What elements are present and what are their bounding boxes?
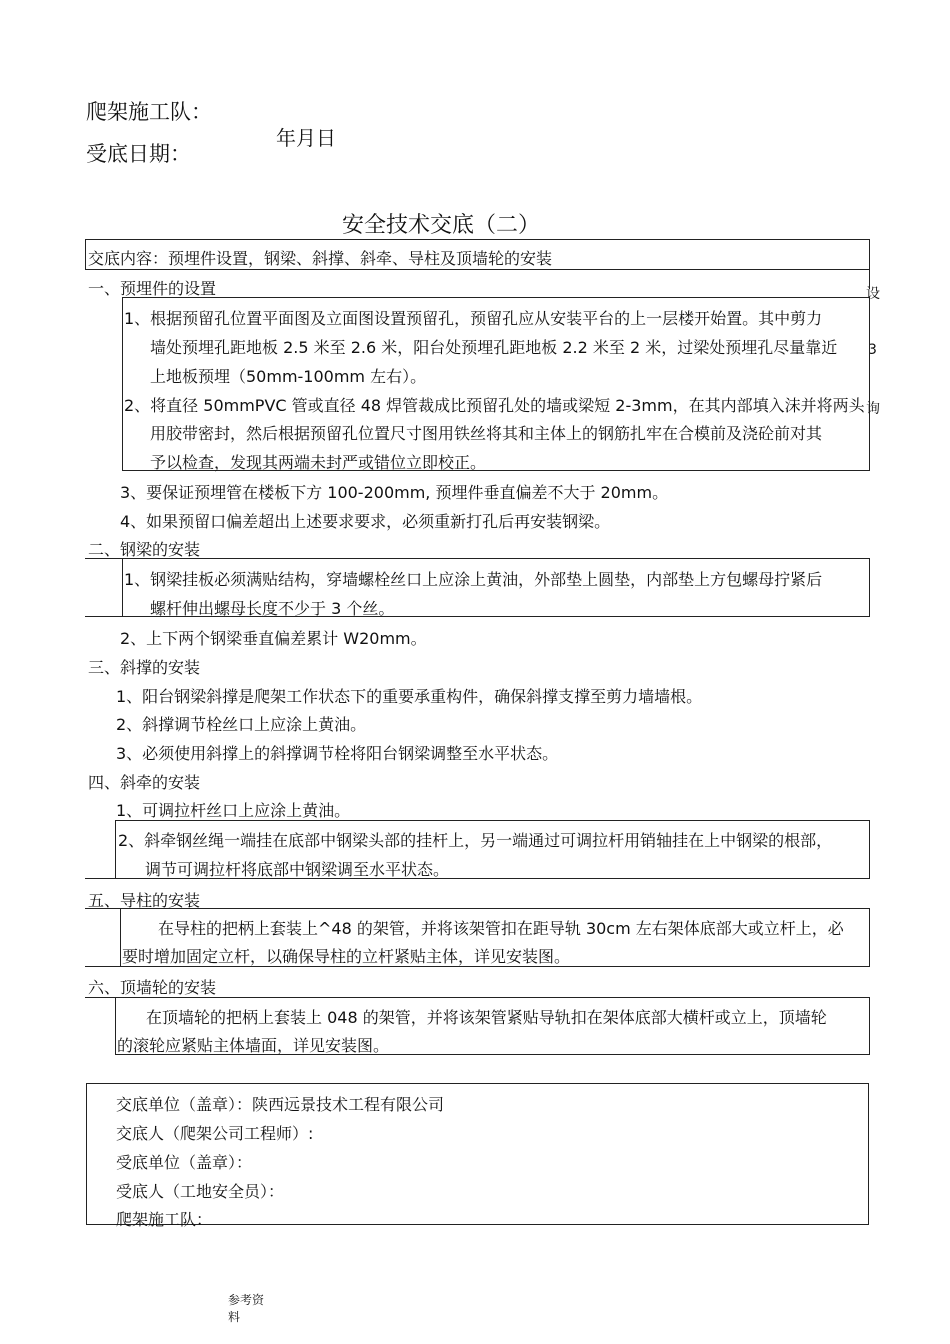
s1-p2-line2: 用胶带密封，然后根据预留孔位置尺寸图用铁丝将其和主体上的钢筋扎牢在合模前及浇砼前对其	[150, 424, 823, 443]
s2-p1-line1: 1、钢梁挂板必须满贴结构，穿墙螺栓丝口上应涂上黄油，外部垫上圆垫，内部垫上方包螺母拧紧后	[124, 570, 823, 589]
s5-p1-line2: 要时增加固定立杆，以确保导柱的立杆紧贴主体，详见安装图。	[122, 947, 571, 966]
signoff-line-5: 爬架施工队：	[116, 1210, 213, 1229]
content-line: 交底内容：预埋件设置，钢梁、斜撑、斜牵、导柱及顶墙轮的安装	[88, 249, 553, 268]
side-char-3: 询	[866, 401, 880, 417]
date-value: 年月日	[276, 126, 336, 150]
s3-p3: 3、必须使用斜撑上的斜撑调节栓将阳台钢梁调整至水平状态。	[116, 744, 559, 763]
s2-p2: 2、上下两个钢梁垂直偏差累计 W20mm。	[120, 629, 427, 648]
s1-p1-line3: 上地板预埋（50mm-100mm 左右）。	[150, 367, 427, 386]
s5-p1-line1: 在导柱的把柄上套装上^48 的架管，并将该架管扣在距导轨 30cm 左右架体底部大或立杆上，必	[158, 919, 844, 938]
team-label: 爬架施工队：	[86, 100, 212, 124]
section-2-heading: 二、钢梁的安装	[88, 540, 201, 559]
s3-p2: 2、斜撑调节栓丝口上应涂上黄油。	[116, 715, 367, 734]
s4-p1: 1、可调拉杆丝口上应涂上黄油。	[116, 801, 351, 820]
s4-p2-line1: 2、斜牵钢丝绳一端挂在底部中钢梁头部的挂杆上，另一端通过可调拉杆用销轴挂在上中钢梁的根部，	[118, 831, 833, 850]
s2-p1-line2: 螺杆伸出螺母长度不少于 3 个丝。	[150, 599, 395, 618]
footer-ref-1: 参考资	[228, 1293, 265, 1307]
s1-p1-line2: 墙处预埋孔距地板 2.5 米至 2.6 米，阳台处预埋孔距地板 2.2 米至 2 米，过梁处预埋孔尽量靠近	[150, 338, 838, 357]
section-4-heading: 四、斜牵的安装	[88, 773, 201, 792]
s1-p2-line1: 2、将直径 50mmPVC 管或直径 48 焊管裁成比预留孔处的墙或梁短 2-3mm，在其内部填入沫并将两头	[124, 396, 865, 415]
s1-p4: 4、如果预留口偏差超出上述要求要求，必须重新打孔后再安装钢梁。	[120, 512, 611, 531]
s1-p1-line1: 1、根据预留孔位置平面图及立面图设置预留孔，预留孔应从安装平台的上一层楼开始置。其中剪力	[124, 309, 823, 328]
doc-title: 安全技术交底（二）	[342, 213, 541, 238]
date-label: 受底日期：	[86, 142, 191, 166]
section-1-heading: 一、预埋件的设置	[88, 279, 217, 298]
s4-p2-line2: 调节可调拉杆将底部中钢梁调至水平状态。	[145, 860, 450, 879]
signoff-line-2: 交底人（爬架公司工程师）:	[116, 1124, 314, 1143]
signoff-line-3: 受底单位（盖章）：	[116, 1153, 253, 1172]
signoff-line-4: 受底人（工地安全员）：	[116, 1182, 285, 1201]
side-char-2: 3	[868, 342, 877, 358]
section-6-heading: 六、顶墙轮的安装	[88, 978, 217, 997]
footer-ref-2: 料	[228, 1310, 241, 1324]
s1-p2-line3: 予以检查，发现其两端未封严或错位立即校正。	[150, 453, 487, 472]
s3-p1: 1、阳台钢梁斜撑是爬架工作状态下的重要承重构件，确保斜撑支撑至剪力墙墙根。	[116, 687, 703, 706]
s6-p1-line2: 的滚轮应紧贴主体墙面，详见安装图。	[117, 1036, 390, 1055]
side-char-1: 设	[866, 286, 880, 302]
s1-p3: 3、要保证预埋管在楼板下方 100-200mm, 预埋件垂直偏差不大于 20mm。	[120, 483, 669, 502]
section-5-heading: 五、导柱的安装	[88, 891, 201, 910]
signoff-line-1: 交底单位（盖章）：陕西远景技术工程有限公司	[116, 1095, 445, 1114]
section-3-heading: 三、斜撑的安装	[88, 658, 201, 677]
s6-p1-line1: 在顶墙轮的把柄上套装上 048 的架管，并将该架管紧贴导轨扣在架体底部大横杆或立上，顶墙轮	[146, 1008, 827, 1027]
